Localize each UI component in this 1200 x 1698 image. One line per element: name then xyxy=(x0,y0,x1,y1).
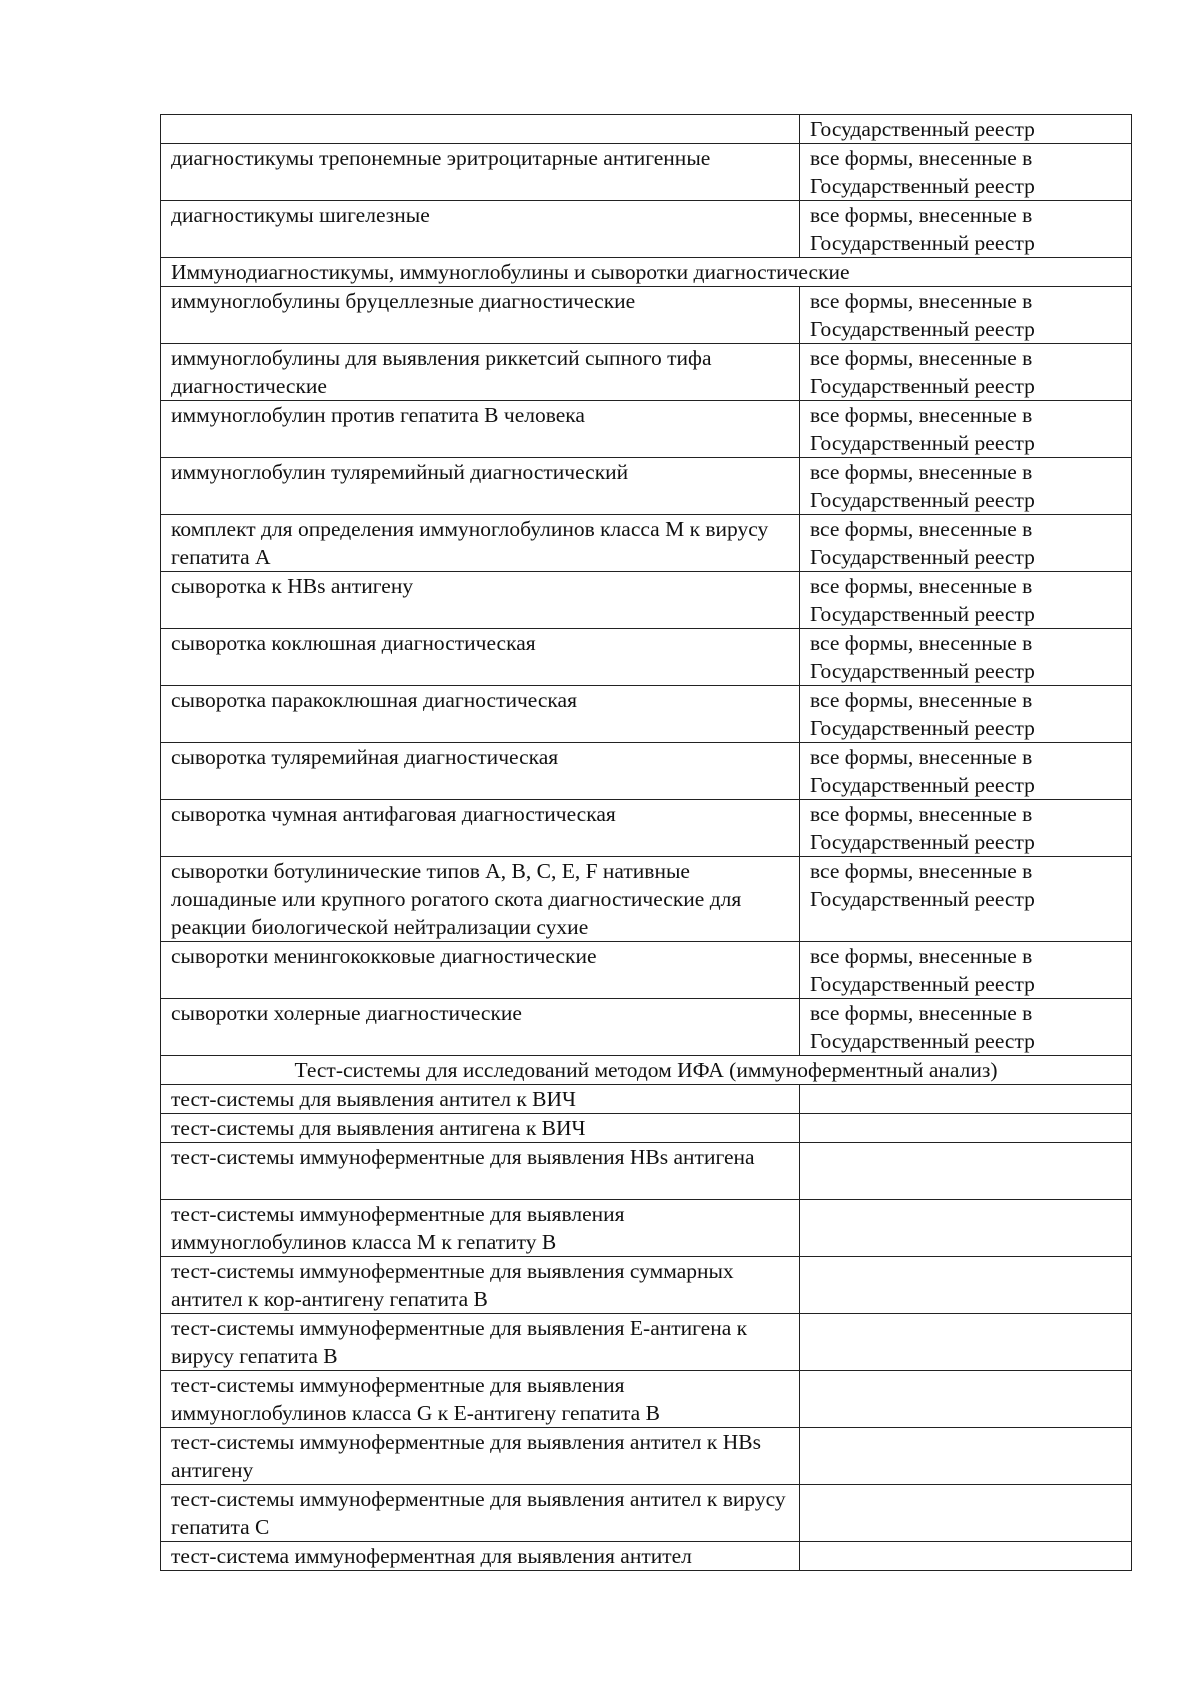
item-forms-cell: Государственный реестр xyxy=(800,115,1132,144)
table-row xyxy=(161,344,1132,401)
table-row xyxy=(161,401,1132,458)
item-name-cell: сыворотка паракоклюшная диагностическая xyxy=(161,686,800,743)
item-forms-cell xyxy=(800,1542,1132,1571)
item-forms-cell xyxy=(800,1143,1132,1200)
item-name-cell: тест-системы иммуноферментные для выявления суммарных антител к кор-антигену гепатита В xyxy=(161,1257,800,1314)
item-forms-cell: все формы, внесенные в Государственный реестр xyxy=(800,201,1132,258)
item-name-cell: комплект для определения иммуноглобулинов класса М к вирусу гепатита А xyxy=(161,515,800,572)
item-forms-cell: все формы, внесенные в Государственный реестр xyxy=(800,800,1132,857)
item-name-cell: тест-системы иммуноферментные для выявления антител к HBs антигену xyxy=(161,1428,800,1485)
table-body xyxy=(161,115,1132,1571)
item-forms-cell xyxy=(800,1371,1132,1428)
item-name-cell: сыворотка к HBs антигену xyxy=(161,572,800,629)
item-forms-cell: все формы, внесенные в Государственный реестр xyxy=(800,344,1132,401)
item-name-cell: иммуноглобулины для выявления риккетсий сыпного тифа диагностические xyxy=(161,344,800,401)
item-name-cell: тест-системы иммуноферментные для выявления иммуноглобулинов класса G к Е-антигену гепатита В xyxy=(161,1371,800,1428)
item-name-cell: диагностикумы трепонемные эритроцитарные антигенные xyxy=(161,144,800,201)
section-header-row xyxy=(161,1056,1132,1085)
item-name-cell xyxy=(161,115,800,144)
item-forms-cell: все формы, внесенные в Государственный реестр xyxy=(800,144,1132,201)
table-row xyxy=(161,1143,1132,1200)
item-forms-cell: все формы, внесенные в Государственный реестр xyxy=(800,287,1132,344)
table-row xyxy=(161,999,1132,1056)
item-forms-cell xyxy=(800,1485,1132,1542)
item-name-cell: сыворотка чумная антифаговая диагностическая xyxy=(161,800,800,857)
table-row xyxy=(161,1085,1132,1114)
table-row xyxy=(161,115,1132,144)
table-row xyxy=(161,458,1132,515)
item-name-cell: тест-системы иммуноферментные для выявления Е-антигена к вирусу гепатита В xyxy=(161,1314,800,1371)
item-name-cell: иммуноглобулин туляремийный диагностический xyxy=(161,458,800,515)
item-forms-cell: все формы, внесенные в Государственный реестр xyxy=(800,629,1132,686)
item-name-cell: тест-система иммуноферментная для выявления антител xyxy=(161,1542,800,1571)
section-title: Тест-системы для исследований методом ИФА (иммуноферментный анализ) xyxy=(161,1056,1132,1085)
table-row xyxy=(161,800,1132,857)
section-header-row xyxy=(161,258,1132,287)
item-name-cell: сыворотки ботулинические типов А, В, С, Е, F нативные лошадиные или крупного рогатого скота диагностические для реакции биологической нейтрализации сухие xyxy=(161,857,800,942)
item-name-cell: тест-системы иммуноферментные для выявления HBs антигена xyxy=(161,1143,800,1200)
item-forms-cell xyxy=(800,1314,1132,1371)
table-row xyxy=(161,1428,1132,1485)
table-row xyxy=(161,686,1132,743)
item-forms-cell: все формы, внесенные в Государственный реестр xyxy=(800,857,1132,942)
item-forms-cell: все формы, внесенные в Государственный реестр xyxy=(800,458,1132,515)
table-row xyxy=(161,1371,1132,1428)
table-row xyxy=(161,1200,1132,1257)
item-forms-cell: все формы, внесенные в Государственный реестр xyxy=(800,572,1132,629)
table-row xyxy=(161,515,1132,572)
item-name-cell: сыворотки менингококковые диагностические xyxy=(161,942,800,999)
item-name-cell: тест-системы иммуноферментные для выявления антител к вирусу гепатита С xyxy=(161,1485,800,1542)
item-forms-cell xyxy=(800,1428,1132,1485)
item-forms-cell xyxy=(800,1085,1132,1114)
item-forms-cell: все формы, внесенные в Государственный реестр xyxy=(800,942,1132,999)
item-forms-cell: все формы, внесенные в Государственный реестр xyxy=(800,743,1132,800)
table-row xyxy=(161,942,1132,999)
table-row xyxy=(161,1114,1132,1143)
item-name-cell: иммуноглобулины бруцеллезные диагностические xyxy=(161,287,800,344)
document-table xyxy=(160,114,1132,1571)
item-forms-cell xyxy=(800,1257,1132,1314)
item-forms-cell: все формы, внесенные в Государственный реестр xyxy=(800,515,1132,572)
table-row xyxy=(161,144,1132,201)
item-name-cell: тест-системы для выявления антител к ВИЧ xyxy=(161,1085,800,1114)
item-name-cell: сыворотка туляремийная диагностическая xyxy=(161,743,800,800)
table-row xyxy=(161,1257,1132,1314)
item-name-cell: сыворотка коклюшная диагностическая xyxy=(161,629,800,686)
item-name-cell: сыворотки холерные диагностические xyxy=(161,999,800,1056)
item-forms-cell xyxy=(800,1114,1132,1143)
table-row xyxy=(161,1314,1132,1371)
item-forms-cell: все формы, внесенные в Государственный реестр xyxy=(800,401,1132,458)
item-name-cell: тест-системы для выявления антигена к ВИЧ xyxy=(161,1114,800,1143)
table-row xyxy=(161,572,1132,629)
item-forms-cell xyxy=(800,1200,1132,1257)
table-row xyxy=(161,1485,1132,1542)
table-row xyxy=(161,287,1132,344)
table-row xyxy=(161,1542,1132,1571)
item-name-cell: диагностикумы шигелезные xyxy=(161,201,800,258)
item-forms-cell: все формы, внесенные в Государственный реестр xyxy=(800,999,1132,1056)
table-row xyxy=(161,629,1132,686)
item-forms-cell: все формы, внесенные в Государственный реестр xyxy=(800,686,1132,743)
section-title: Иммунодиагностикумы, иммуноглобулины и сыворотки диагностические xyxy=(161,258,1132,287)
table-row xyxy=(161,743,1132,800)
table-row xyxy=(161,201,1132,258)
item-name-cell: иммуноглобулин против гепатита В человека xyxy=(161,401,800,458)
table-row xyxy=(161,857,1132,942)
item-name-cell: тест-системы иммуноферментные для выявления иммуноглобулинов класса М к гепатиту В xyxy=(161,1200,800,1257)
